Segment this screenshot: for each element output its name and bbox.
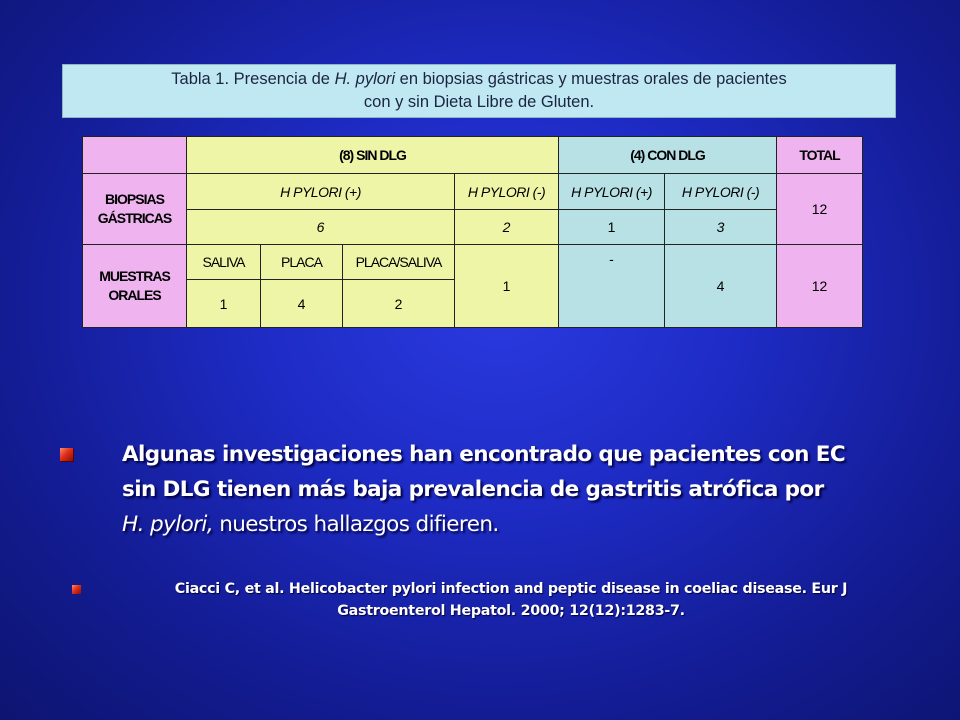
table-caption: [62, 64, 896, 118]
header-con-dlg: (4) CON DLG: [559, 137, 777, 174]
muestras-placa-saliva-value: 2: [343, 280, 455, 328]
main-line-1: Algunas investigaciones han encontrado que pacientes con EC: [122, 442, 846, 467]
muestras-label-1: MUESTRAS: [99, 268, 170, 284]
header-total: TOTAL: [777, 137, 863, 174]
muestras-saliva-header: SALIVA: [187, 245, 261, 280]
caption-species: H. pylori: [334, 70, 396, 88]
corner-cell: [83, 137, 187, 174]
biopsias-sin-neg-header: H PYLORI (-): [455, 174, 559, 210]
biopsias-con-neg-header: H PYLORI (-): [665, 174, 777, 210]
muestras-con-pos-value: -: [559, 245, 665, 328]
bullet-icon: [60, 448, 73, 461]
muestras-placa-header: PLACA: [261, 245, 343, 280]
muestras-saliva-value: 1: [187, 280, 261, 328]
biopsias-total: 12: [777, 174, 863, 245]
caption-prefix: Tabla 1. Presencia de: [171, 70, 335, 88]
muestras-label-2: ORALES: [108, 287, 161, 303]
row-label-biopsias: [83, 174, 187, 245]
main-line-2: sin DLG tienen más baja prevalencia de gastritis atrófica por: [122, 477, 824, 502]
header-sin-dlg: (8) SIN DLG: [187, 137, 559, 174]
biopsias-sin-neg-value: 2: [455, 210, 559, 245]
biopsias-sin-pos-header: H PYLORI (+): [187, 174, 455, 210]
biopsias-label-1: BIOPSIAS: [105, 191, 164, 207]
biopsias-con-pos-value: 1: [559, 210, 665, 245]
caption-line1-rest: en biopsias gástricas y muestras orales de pacientes: [395, 70, 787, 88]
biopsias-con-neg-value: 3: [665, 210, 777, 245]
biopsias-label-2: GÁSTRICAS: [97, 210, 172, 226]
muestras-con-neg-value: 4: [665, 245, 777, 328]
main-line-3-species: H. pylori,: [122, 512, 213, 537]
biopsias-sin-pos-value: 6: [187, 210, 455, 245]
reference-line-1: Ciacci C, et al. Helicobacter pylori infection and peptic disease in coeliac disease. Eur J: [174, 581, 848, 597]
main-bullet-text: [122, 437, 902, 542]
reference-line-2: Gastroenterol Hepatol. 2000; 12(12):1283-7.: [337, 603, 685, 619]
main-line-3-rest: nuestros hallazgos difieren.: [212, 512, 499, 537]
muestras-total: 12: [777, 245, 863, 328]
muestras-sin-neg-value: 1: [455, 245, 559, 328]
caption-line2: con y sin Dieta Libre de Gluten.: [363, 93, 595, 111]
row-label-muestras: [83, 245, 187, 328]
results-table: [82, 136, 863, 328]
biopsias-con-pos-header: H PYLORI (+): [559, 174, 665, 210]
reference-text: [118, 578, 904, 622]
bullet-icon-small: [72, 585, 81, 594]
muestras-placa-value: 4: [261, 280, 343, 328]
muestras-placa-saliva-header: PLACA/SALIVA: [343, 245, 455, 280]
